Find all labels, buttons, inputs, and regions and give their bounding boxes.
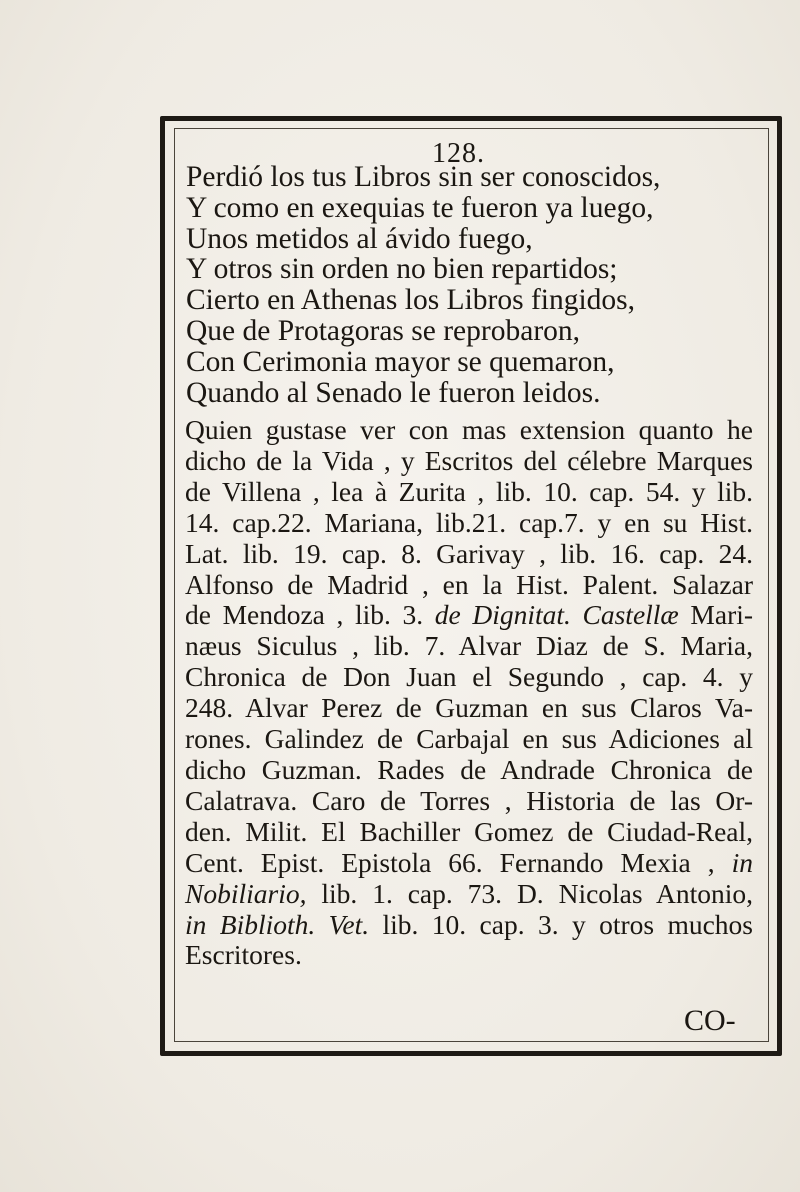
verse-line: Y otros sin orden no bien repartidos; bbox=[186, 253, 618, 286]
verse-stanza bbox=[186, 162, 746, 408]
prose-line: 14. cap.22. Mariana, lib.21. cap.7. y en su Hist. bbox=[185, 506, 753, 538]
page-number: 128. bbox=[432, 138, 485, 169]
prose-paragraph bbox=[185, 415, 753, 971]
catchword: CO- bbox=[684, 1004, 736, 1037]
prose-line: Chronica de Don Juan el Segundo , cap. 4. y bbox=[185, 661, 753, 693]
prose-line bbox=[185, 910, 753, 941]
prose-text: de Mendoza , lib. 3. bbox=[185, 599, 424, 631]
prose-line: de Villena , lea à Zurita , lib. 10. cap. 54. y lib. bbox=[185, 475, 753, 507]
prose-line: dicho Guzman. Rades de Andrade Chronica de bbox=[185, 753, 753, 785]
verse-line: Quando al Senado le fueron leidos. bbox=[186, 376, 601, 409]
prose-text: Mari- bbox=[690, 599, 754, 631]
prose-line: Calatrava. Caro de Torres , Historia de las Or- bbox=[185, 784, 753, 816]
verse-line: Cierto en Athenas los Libros fingidos, bbox=[186, 284, 636, 317]
verse-line: Y como en exequias te fueron ya luego, bbox=[186, 191, 654, 224]
prose-line bbox=[185, 600, 753, 631]
italic-title: Castellæ bbox=[582, 599, 679, 631]
prose-line: næus Siculus , lib. 7. Alvar Diaz de S. Maria, bbox=[185, 630, 753, 662]
prose-line: 248. Alvar Perez de Guzman en sus Claros Va- bbox=[185, 692, 753, 724]
verse-line: Unos metidos al ávido fuego, bbox=[186, 222, 533, 255]
prose-text: Cent. Epist. Epistola 66. Fernando Mexia , bbox=[185, 846, 715, 878]
prose-line: Lat. lib. 19. cap. 8. Garivay , lib. 16. cap. 24. bbox=[185, 537, 753, 569]
italic-title: Nobiliario, bbox=[185, 877, 307, 909]
italic-title: in Biblioth. Vet. bbox=[185, 908, 370, 940]
italic-title: de Dignitat. bbox=[434, 599, 571, 631]
prose-line: dicho de la Vida , y Escritos del célebre Marques bbox=[185, 444, 753, 476]
prose-text: lib. 10. cap. 3. y otros muchos bbox=[382, 908, 754, 940]
verse-line: Que de Protagoras se reprobaron, bbox=[186, 314, 581, 347]
prose-line: den. Milit. El Bachiller Gomez de Ciudad-Real, bbox=[185, 815, 753, 847]
prose-line: Quien gustase ver con mas extension quanto he bbox=[185, 414, 753, 445]
prose-line: rones. Galindez de Carbajal en sus Adiciones al bbox=[185, 723, 753, 755]
prose-line: Escritores. bbox=[185, 939, 302, 971]
verse-line: Perdió los tus Libros sin ser conoscidos, bbox=[186, 161, 661, 193]
prose-line bbox=[185, 879, 753, 910]
prose-text: lib. 1. cap. 73. D. Nicolas Antonio, bbox=[321, 877, 753, 909]
italic-word: in bbox=[731, 846, 753, 878]
prose-line: Alfonso de Madrid , en la Hist. Palent. Salazar bbox=[185, 568, 753, 600]
prose-line bbox=[185, 848, 753, 879]
verse-line: Con Cerimonia mayor se quemaron, bbox=[186, 345, 615, 378]
